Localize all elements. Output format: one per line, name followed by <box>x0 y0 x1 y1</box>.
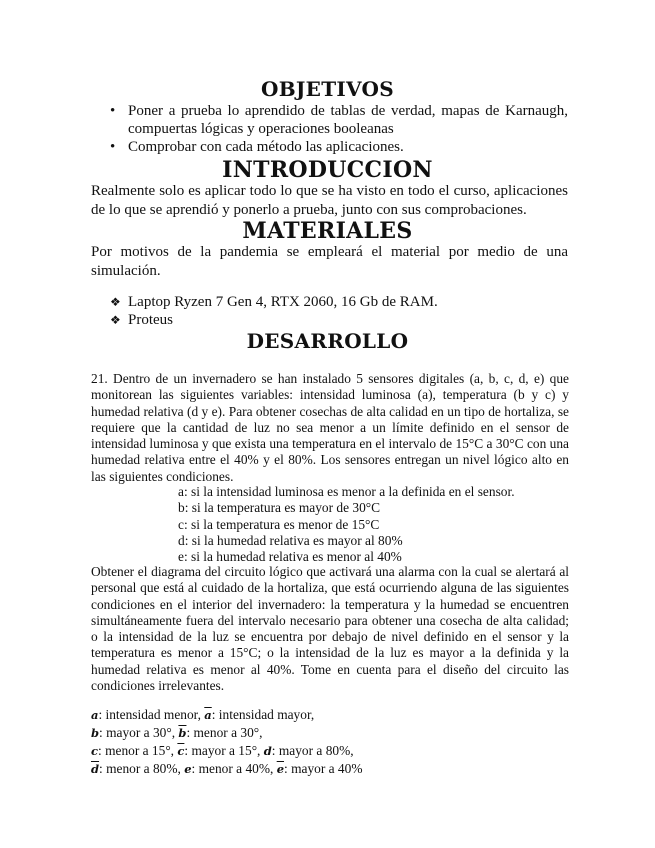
variable-line <box>91 760 571 778</box>
var-d-bar-desc: : menor a 80%, <box>99 761 185 776</box>
var-c-desc: : menor a 15°, <box>98 743 178 758</box>
var-b-bar-desc: : menor a 30°, <box>186 725 263 740</box>
var-c-bar: $\overline{c}$ <box>177 744 185 758</box>
var-d-bar: $\overline{d}$ <box>91 762 100 776</box>
variable-line <box>91 724 571 742</box>
var-a-bar: $\overline{a}$ <box>204 708 212 722</box>
list-item: ❖ Proteus <box>110 311 570 329</box>
var-c: c <box>91 744 99 758</box>
variable-definitions <box>91 706 571 778</box>
materiales-list <box>110 293 570 329</box>
var-e-desc: : menor a 40%, <box>191 761 277 776</box>
variable-line <box>91 742 571 760</box>
var-d-desc: : mayor a 80%, <box>271 743 354 758</box>
var-a-bar-desc: : intensidad mayor, <box>211 707 315 722</box>
var-e: e <box>184 762 192 776</box>
var-a: a <box>91 708 99 722</box>
condition-item: e: si la humedad relativa es menor al 40% <box>178 549 402 565</box>
var-e-bar-desc: : mayor a 40% <box>284 761 363 776</box>
heading-introduccion: INTRODUCCION <box>222 157 433 183</box>
introduccion-paragraph: Realmente solo es aplicar todo lo que se ha visto en todo el curso, aplicaciones de lo que se aprendió y ponerlo a prueba, junto con sus comprobaciones. <box>91 183 568 218</box>
conditions-list <box>178 484 568 565</box>
var-a-desc: : intensidad menor, <box>98 707 205 722</box>
list-item: ❖ Laptop Ryzen 7 Gen 4, RTX 2060, 16 Gb de RAM. <box>110 293 570 311</box>
list-item: • Poner a prueba lo aprendido de tablas de verdad, mapas de Karnaugh, compuertas lógicas y operaciones booleanas <box>108 102 568 138</box>
condition-item: c: si la temperatura es menor de 15°C <box>178 516 380 532</box>
heading-desarrollo: DESARROLLO <box>246 329 409 353</box>
condition-item: d: si la humedad relativa es mayor al 80% <box>178 532 403 548</box>
problem-statement: 21. Dentro de un invernadero se han instalado 5 sensores digitales (a, b, c, d, e) que monitorean las siguientes variables: intensidad luminosa (a), temperatura (b y c) y humedad relativa (d y e). Para obtener cosechas de alta calidad en un tipo de hortaliza, se requiere que la cantidad de luz no sea menor a un límite definido en el sensor de intensidad luminosa y que exista una temperatura en el intervalo de 15°C a 30°C con una humedad relativa entre el 40% y el 80%. Los sensores entregan un nivel lógico alto en las siguientes condiciones. <box>91 371 569 484</box>
condition-item: a: si la intensidad luminosa es menor a la definida en el sensor. <box>178 484 515 499</box>
list-item: • Comprobar con cada método las aplicaciones. <box>108 138 568 156</box>
var-c-bar-desc: : mayor a 15°, <box>184 743 264 758</box>
var-b: b <box>91 726 100 740</box>
var-e-bar: $\overline{e}$ <box>276 762 285 776</box>
var-d: d <box>263 744 272 758</box>
var-b-bar: $\overline{b}$ <box>178 726 187 740</box>
materiales-paragraph: Por motivos de la pandemia se empleará el material por medio de una simulación. <box>91 244 568 279</box>
heading-materiales: MATERIALES <box>242 218 413 244</box>
heading-objetivos: OBJETIVOS <box>260 77 394 101</box>
objetivos-list <box>108 102 568 156</box>
var-b-desc: : mayor a 30°, <box>99 725 179 740</box>
variable-line <box>91 706 571 724</box>
task-paragraph: Obtener el diagrama del circuito lógico que activará una alarma con la cual se alertará al personal que está al cuidado de la hortaliza, que está ocurriendo alguna de las siguientes condiciones en el interior del invernadero: la temperatura y la humedad se encuentren simultáneamente fuera del intervalo necesario para obtener una cosecha de alta calidad; o la intensidad de la luz se encuentra por debajo de nivel definido en el sensor y la temperatura es menor a 15°C; o la intensidad de la luz es mayor a la definida y la humedad relativa es menor al 40%. Tome en cuenta para el diseño del circuito las condiciones irrelevantes. <box>91 564 569 694</box>
condition-item: b: si la temperatura es mayor de 30°C <box>178 500 381 516</box>
